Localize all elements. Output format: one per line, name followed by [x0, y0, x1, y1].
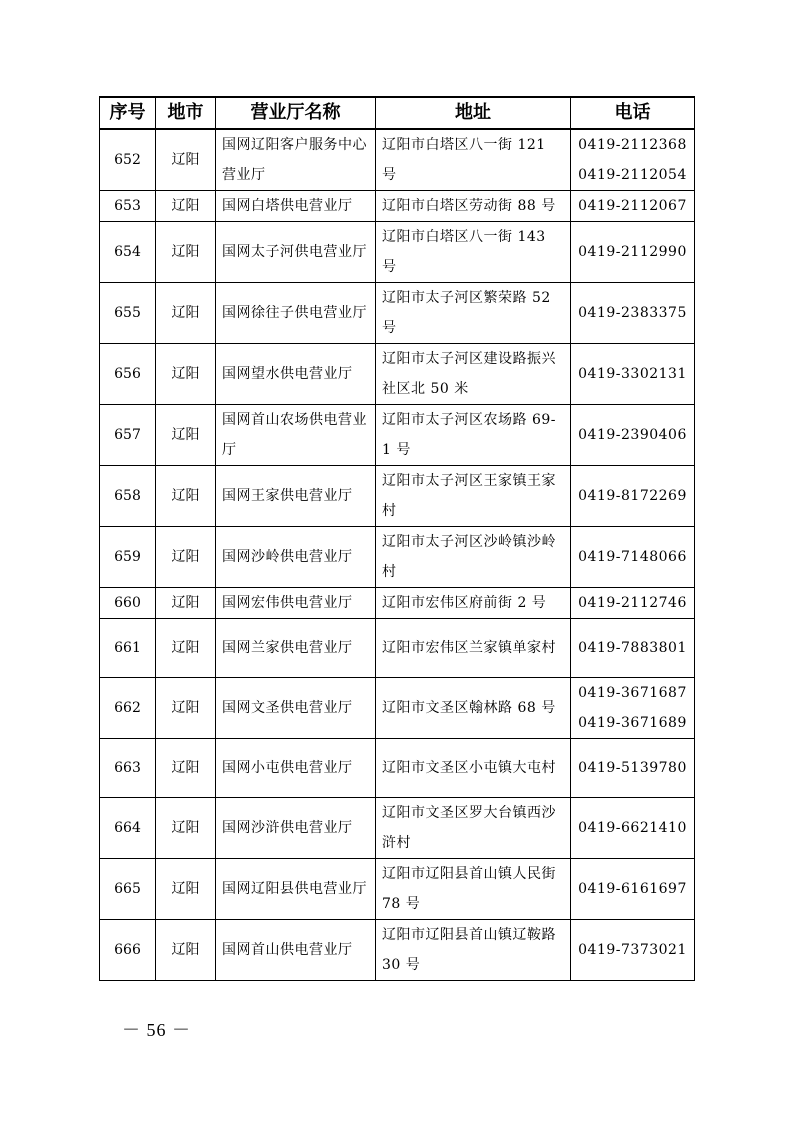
row-city: 辽阳: [156, 588, 216, 619]
phone-number: 0419-3671689: [578, 715, 687, 731]
page-number: － 56 －: [122, 1020, 191, 1040]
row-hall-name: 国网沙岭供电营业厅: [216, 527, 376, 588]
table-row: [100, 920, 695, 981]
row-phone: [571, 191, 695, 222]
row-city: 辽阳: [156, 739, 216, 798]
phone-number: 0419-3671687: [578, 685, 687, 701]
row-number: 666: [100, 920, 156, 981]
header-address: 地址: [376, 97, 571, 129]
row-city: 辽阳: [156, 283, 216, 344]
row-hall-name: 国网望水供电营业厅: [216, 344, 376, 405]
phone-number: 0419-2112368: [578, 137, 687, 153]
row-city: 辽阳: [156, 405, 216, 466]
row-address: 辽阳市宏伟区兰家镇单家村: [376, 619, 571, 678]
row-phone: [571, 344, 695, 405]
row-city: 辽阳: [156, 798, 216, 859]
phone-number: 0419-8172269: [578, 488, 687, 504]
row-phone: [571, 466, 695, 527]
row-hall-name: 国网徐往子供电营业厅: [216, 283, 376, 344]
row-city: 辽阳: [156, 678, 216, 739]
row-city: 辽阳: [156, 466, 216, 527]
phone-number: 0419-7883801: [578, 640, 687, 656]
row-phone: [571, 678, 695, 739]
row-address: 辽阳市宏伟区府前街 2 号: [376, 588, 571, 619]
row-number: 664: [100, 798, 156, 859]
row-address: 辽阳市文圣区小屯镇大屯村: [376, 739, 571, 798]
row-hall-name: 国网沙浒供电营业厅: [216, 798, 376, 859]
row-phone: [571, 920, 695, 981]
table-body: [100, 129, 695, 981]
table-row: [100, 678, 695, 739]
table-row: [100, 588, 695, 619]
row-number: 657: [100, 405, 156, 466]
row-city: 辽阳: [156, 129, 216, 191]
row-city: 辽阳: [156, 619, 216, 678]
row-hall-name: 国网辽阳客户服务中心营业厅: [216, 129, 376, 191]
table-header-row: [100, 97, 695, 129]
row-hall-name: 国网文圣供电营业厅: [216, 678, 376, 739]
row-hall-name: 国网辽阳县供电营业厅: [216, 859, 376, 920]
table-row: [100, 129, 695, 191]
header-phone: 电话: [571, 97, 695, 129]
table-row: [100, 739, 695, 798]
row-phone: [571, 222, 695, 283]
table-row: [100, 619, 695, 678]
phone-number: 0419-2383375: [578, 305, 687, 321]
row-number: 660: [100, 588, 156, 619]
phone-number: 0419-3302131: [578, 366, 687, 382]
row-number: 661: [100, 619, 156, 678]
phone-number: 0419-2390406: [578, 427, 687, 443]
row-city: 辽阳: [156, 527, 216, 588]
row-number: 656: [100, 344, 156, 405]
row-hall-name: 国网小屯供电营业厅: [216, 739, 376, 798]
table-row: [100, 527, 695, 588]
row-address: 辽阳市太子河区王家镇王家村: [376, 466, 571, 527]
row-hall-name: 国网王家供电营业厅: [216, 466, 376, 527]
header-hall-name: 营业厅名称: [216, 97, 376, 129]
table-row: [100, 405, 695, 466]
row-phone: [571, 527, 695, 588]
row-phone: [571, 405, 695, 466]
phone-number: 0419-2112990: [578, 244, 687, 260]
phone-number: 0419-2112746: [578, 595, 687, 611]
row-address: 辽阳市辽阳县首山镇辽鞍路 30 号: [376, 920, 571, 981]
row-hall-name: 国网兰家供电营业厅: [216, 619, 376, 678]
row-address: 辽阳市白塔区八一街 121 号: [376, 129, 571, 191]
row-address: 辽阳市文圣区翰林路 68 号: [376, 678, 571, 739]
row-address: 辽阳市白塔区八一街 143 号: [376, 222, 571, 283]
phone-number: 0419-2112054: [578, 167, 687, 183]
row-phone: [571, 129, 695, 191]
row-number: 652: [100, 129, 156, 191]
row-hall-name: 国网太子河供电营业厅: [216, 222, 376, 283]
row-city: 辽阳: [156, 222, 216, 283]
phone-number: 0419-2112067: [578, 198, 687, 214]
row-address: 辽阳市辽阳县首山镇人民街 78 号: [376, 859, 571, 920]
row-address: 辽阳市太子河区繁荣路 52 号: [376, 283, 571, 344]
row-number: 653: [100, 191, 156, 222]
header-city: 地市: [156, 97, 216, 129]
phone-number: 0419-7148066: [578, 549, 687, 565]
row-number: 665: [100, 859, 156, 920]
row-city: 辽阳: [156, 859, 216, 920]
row-number: 658: [100, 466, 156, 527]
table-row: [100, 798, 695, 859]
row-number: 654: [100, 222, 156, 283]
row-address: 辽阳市太子河区建设路振兴社区北 50 米: [376, 344, 571, 405]
row-phone: [571, 739, 695, 798]
row-address: 辽阳市文圣区罗大台镇西沙浒村: [376, 798, 571, 859]
row-address: 辽阳市白塔区劳动街 88 号: [376, 191, 571, 222]
row-city: 辽阳: [156, 344, 216, 405]
table-row: [100, 222, 695, 283]
table-row: [100, 283, 695, 344]
phone-number: 0419-6621410: [578, 820, 687, 836]
table-row: [100, 859, 695, 920]
table-row: [100, 191, 695, 222]
row-hall-name: 国网宏伟供电营业厅: [216, 588, 376, 619]
row-hall-name: 国网首山农场供电营业厅: [216, 405, 376, 466]
row-city: 辽阳: [156, 920, 216, 981]
row-address: 辽阳市太子河区农场路 69-1 号: [376, 405, 571, 466]
row-phone: [571, 588, 695, 619]
row-hall-name: 国网首山供电营业厅: [216, 920, 376, 981]
row-number: 659: [100, 527, 156, 588]
row-address: 辽阳市太子河区沙岭镇沙岭村: [376, 527, 571, 588]
row-number: 655: [100, 283, 156, 344]
table-row: [100, 466, 695, 527]
row-city: 辽阳: [156, 191, 216, 222]
row-phone: [571, 859, 695, 920]
row-hall-name: 国网白塔供电营业厅: [216, 191, 376, 222]
row-phone: [571, 283, 695, 344]
phone-number: 0419-7373021: [578, 942, 687, 958]
phone-number: 0419-5139780: [578, 760, 687, 776]
table-row: [100, 344, 695, 405]
header-number: 序号: [100, 97, 156, 129]
phone-number: 0419-6161697: [578, 881, 687, 897]
service-hall-table: [99, 96, 695, 981]
row-number: 663: [100, 739, 156, 798]
row-phone: [571, 619, 695, 678]
row-phone: [571, 798, 695, 859]
row-number: 662: [100, 678, 156, 739]
